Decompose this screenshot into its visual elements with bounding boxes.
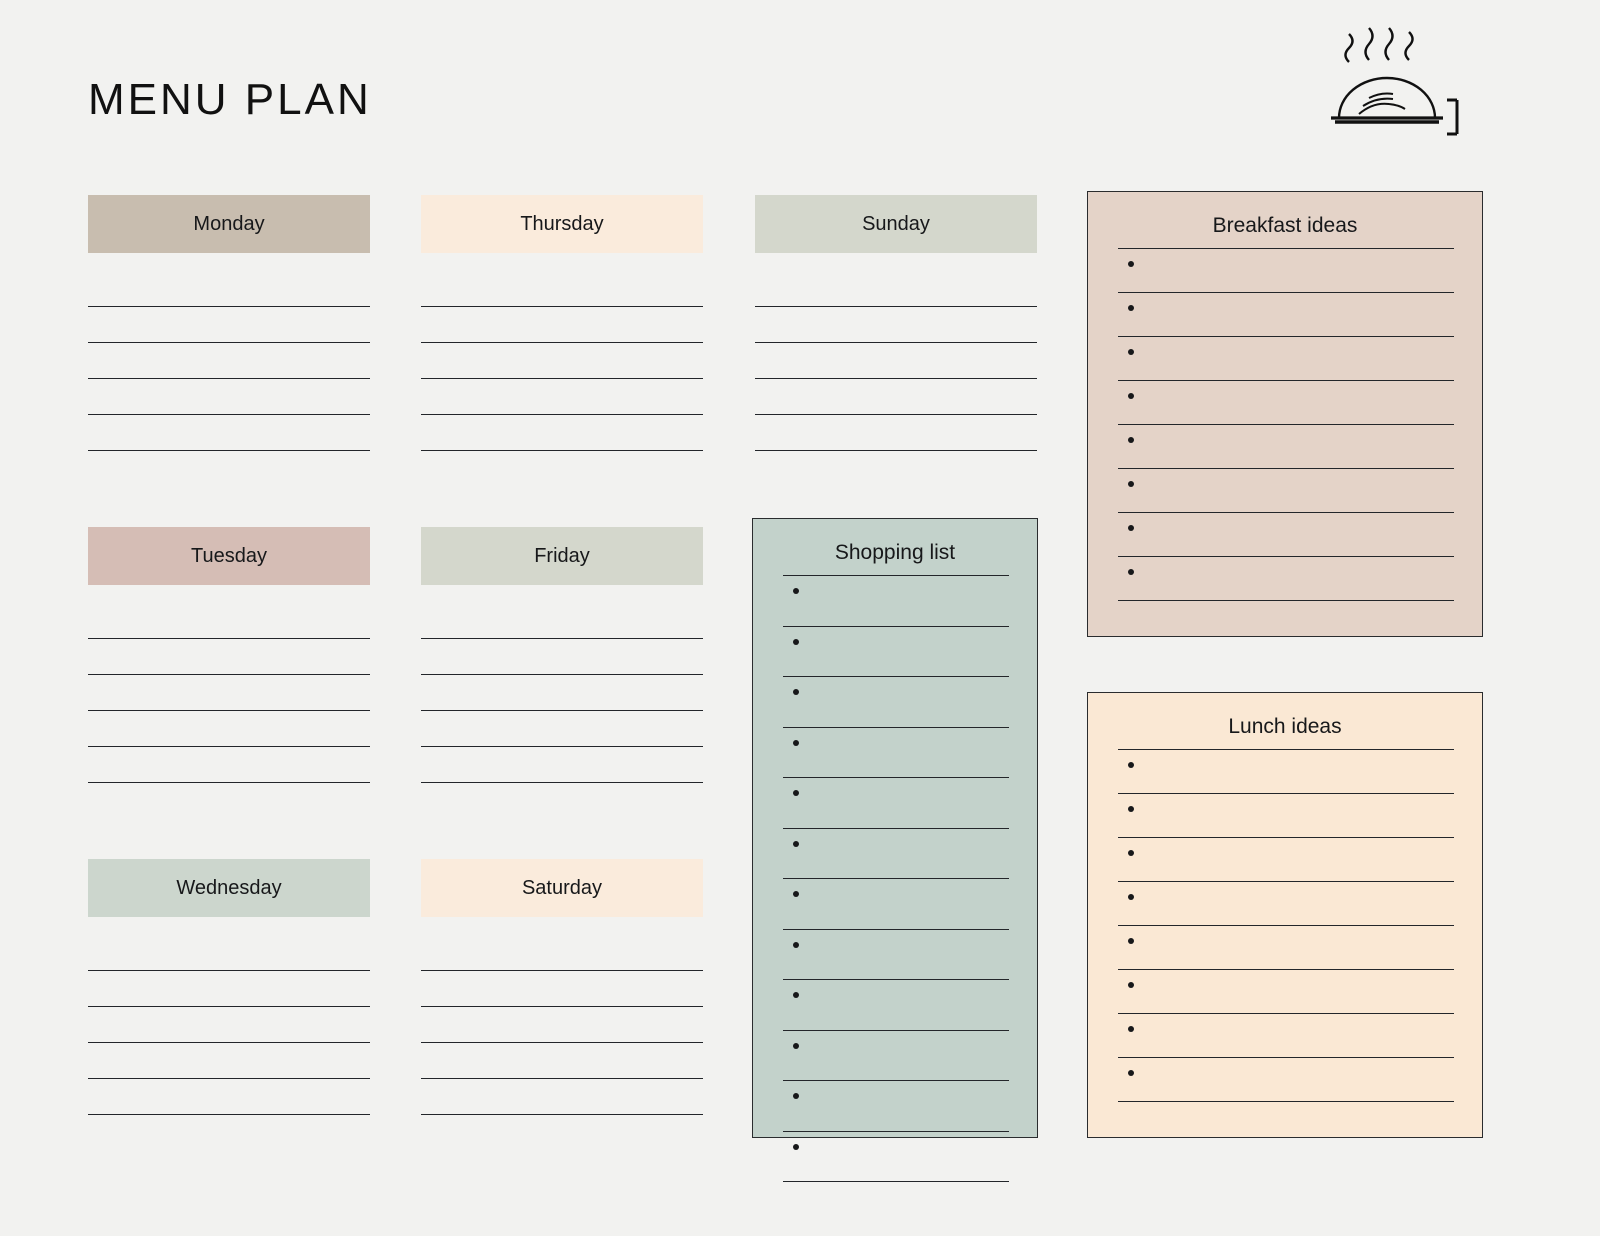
- write-line[interactable]: [421, 603, 703, 639]
- breakfast-ideas-panel: [1087, 191, 1483, 637]
- list-item[interactable]: [1118, 381, 1454, 425]
- day-write-lines-saturday[interactable]: [421, 935, 703, 1115]
- write-line[interactable]: [421, 935, 703, 971]
- day-header-monday: [88, 195, 370, 253]
- bullet-icon: [793, 1144, 799, 1150]
- write-line[interactable]: [88, 603, 370, 639]
- list-item[interactable]: [783, 879, 1009, 930]
- shopping-list-items[interactable]: [753, 575, 1037, 1182]
- day-block-thursday: [421, 195, 703, 451]
- bullet-icon: [1128, 569, 1134, 575]
- bullet-icon: [1128, 1026, 1134, 1032]
- list-item[interactable]: [783, 1081, 1009, 1132]
- write-line[interactable]: [421, 971, 703, 1007]
- bullet-icon: [1128, 850, 1134, 856]
- bullet-icon: [793, 790, 799, 796]
- write-line[interactable]: [88, 343, 370, 379]
- write-line[interactable]: [421, 415, 703, 451]
- cloche-serving-tray-icon: [1325, 22, 1465, 142]
- write-line[interactable]: [421, 675, 703, 711]
- day-header-thursday: [421, 195, 703, 253]
- list-item[interactable]: [1118, 249, 1454, 293]
- write-line[interactable]: [421, 379, 703, 415]
- write-line[interactable]: [421, 1079, 703, 1115]
- write-line[interactable]: [88, 271, 370, 307]
- list-item[interactable]: [783, 1031, 1009, 1082]
- page-title: MENU PLAN: [88, 75, 372, 124]
- bullet-icon: [1128, 437, 1134, 443]
- day-label: Monday: [193, 212, 265, 235]
- write-line[interactable]: [88, 675, 370, 711]
- bullet-icon: [1128, 393, 1134, 399]
- day-header-friday: [421, 527, 703, 585]
- lunch-ideas-panel: [1087, 692, 1483, 1138]
- day-block-tuesday: [88, 527, 370, 783]
- bullet-icon: [1128, 349, 1134, 355]
- write-line[interactable]: [88, 379, 370, 415]
- write-line[interactable]: [88, 1043, 370, 1079]
- list-item[interactable]: [783, 829, 1009, 880]
- bullet-icon: [1128, 806, 1134, 812]
- day-write-lines-monday[interactable]: [88, 271, 370, 451]
- lunch-ideas-items[interactable]: [1088, 749, 1482, 1102]
- day-write-lines-tuesday[interactable]: [88, 603, 370, 783]
- bullet-icon: [1128, 305, 1134, 311]
- write-line[interactable]: [755, 307, 1037, 343]
- write-line[interactable]: [755, 343, 1037, 379]
- bullet-icon: [793, 1043, 799, 1049]
- list-item[interactable]: [1118, 1014, 1454, 1058]
- list-item[interactable]: [783, 778, 1009, 829]
- write-line[interactable]: [88, 711, 370, 747]
- bullet-icon: [793, 891, 799, 897]
- write-line[interactable]: [88, 1079, 370, 1115]
- list-item[interactable]: [1118, 794, 1454, 838]
- list-item[interactable]: [783, 1132, 1009, 1183]
- day-write-lines-friday[interactable]: [421, 603, 703, 783]
- bullet-icon: [1128, 762, 1134, 768]
- day-label: Sunday: [862, 212, 930, 235]
- bullet-icon: [793, 942, 799, 948]
- day-header-tuesday: [88, 527, 370, 585]
- lunch-ideas-title: Lunch ideas: [1228, 715, 1342, 738]
- write-line[interactable]: [421, 307, 703, 343]
- day-block-saturday: [421, 859, 703, 1115]
- day-block-friday: [421, 527, 703, 783]
- write-line[interactable]: [88, 639, 370, 675]
- day-label: Tuesday: [191, 544, 267, 567]
- list-item[interactable]: [1118, 469, 1454, 513]
- write-line[interactable]: [421, 711, 703, 747]
- write-line[interactable]: [421, 639, 703, 675]
- day-write-lines-wednesday[interactable]: [88, 935, 370, 1115]
- list-item[interactable]: [783, 980, 1009, 1031]
- day-block-sunday: [755, 195, 1037, 451]
- bullet-icon: [793, 992, 799, 998]
- write-line[interactable]: [421, 1043, 703, 1079]
- list-item[interactable]: [783, 627, 1009, 678]
- write-line[interactable]: [421, 343, 703, 379]
- day-label: Saturday: [521, 876, 603, 899]
- list-item[interactable]: [1118, 750, 1454, 794]
- write-line[interactable]: [88, 935, 370, 971]
- write-line[interactable]: [755, 271, 1037, 307]
- day-label: Wednesday: [176, 876, 282, 899]
- bullet-icon: [1128, 525, 1134, 531]
- write-line[interactable]: [421, 271, 703, 307]
- write-line[interactable]: [88, 1007, 370, 1043]
- list-item[interactable]: [1118, 882, 1454, 926]
- shopping-list-title: Shopping list: [834, 541, 956, 564]
- bullet-icon: [1128, 261, 1134, 267]
- list-item[interactable]: [1118, 1058, 1454, 1102]
- bullet-icon: [793, 1093, 799, 1099]
- bullet-icon: [1128, 982, 1134, 988]
- bullet-icon: [793, 639, 799, 645]
- list-item[interactable]: [1118, 337, 1454, 381]
- day-label: Thursday: [520, 212, 604, 235]
- list-item[interactable]: [1118, 926, 1454, 970]
- day-header-wednesday: [88, 859, 370, 917]
- list-item[interactable]: [783, 728, 1009, 779]
- bullet-icon: [1128, 481, 1134, 487]
- breakfast-ideas-title: Breakfast ideas: [1212, 214, 1358, 237]
- write-line[interactable]: [88, 307, 370, 343]
- day-write-lines-thursday[interactable]: [421, 271, 703, 451]
- write-line[interactable]: [88, 415, 370, 451]
- day-block-wednesday: [88, 859, 370, 1115]
- bullet-icon: [1128, 894, 1134, 900]
- bullet-icon: [793, 588, 799, 594]
- bullet-icon: [1128, 1070, 1134, 1076]
- list-item[interactable]: [1118, 557, 1454, 601]
- list-item[interactable]: [1118, 293, 1454, 337]
- write-line[interactable]: [421, 747, 703, 783]
- day-label: Friday: [534, 544, 590, 567]
- bullet-icon: [1128, 938, 1134, 944]
- bullet-icon: [793, 689, 799, 695]
- day-header-saturday: [421, 859, 703, 917]
- write-line[interactable]: [755, 379, 1037, 415]
- write-line[interactable]: [88, 747, 370, 783]
- shopping-list-panel: [752, 518, 1038, 1138]
- bullet-icon: [793, 841, 799, 847]
- day-write-lines-sunday[interactable]: [755, 271, 1037, 451]
- day-header-sunday: [755, 195, 1037, 253]
- list-item[interactable]: [783, 677, 1009, 728]
- breakfast-ideas-items[interactable]: [1088, 248, 1482, 601]
- write-line[interactable]: [421, 1007, 703, 1043]
- list-item[interactable]: [1118, 970, 1454, 1014]
- write-line[interactable]: [755, 415, 1037, 451]
- bullet-icon: [793, 740, 799, 746]
- list-item[interactable]: [1118, 425, 1454, 469]
- list-item[interactable]: [783, 930, 1009, 981]
- write-line[interactable]: [88, 971, 370, 1007]
- list-item[interactable]: [1118, 838, 1454, 882]
- day-block-monday: [88, 195, 370, 451]
- list-item[interactable]: [1118, 513, 1454, 557]
- list-item[interactable]: [783, 576, 1009, 627]
